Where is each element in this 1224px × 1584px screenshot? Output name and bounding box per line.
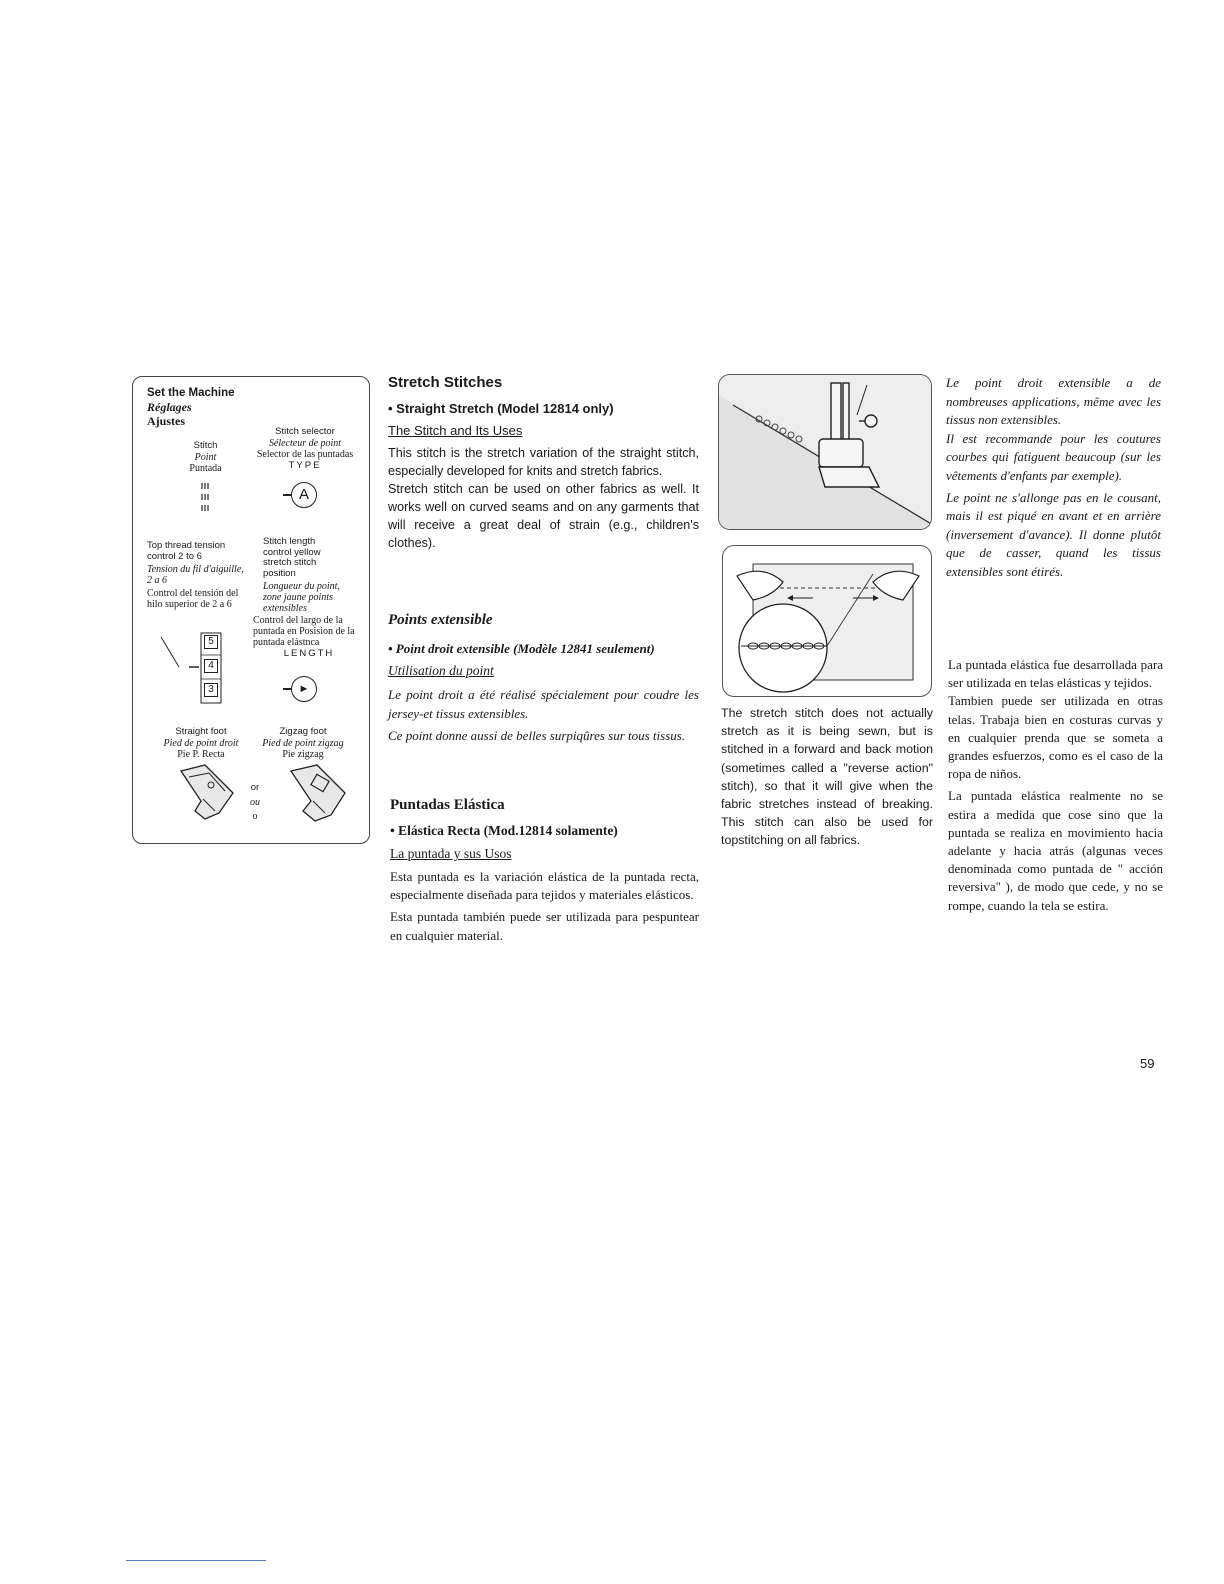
straight-stretch-stitch-icon [199,481,211,515]
selector-label-fr: Sélecteur de point [268,437,342,449]
selector-label-group [241,427,369,471]
french-para-3: Le point droit extensible a de nombreuses applications, même avec les tissus non extensibles. [946,375,1161,428]
spanish-para-2: Esta puntada también puede ser utilizada para pespuntear en cualquier material. [390,909,699,943]
tension-label-es: Control del tensión del hilo superior de 2 a 6 [147,588,239,610]
settings-title-en: Set the Machine [147,387,235,399]
french-para-4: Il est recommande pour les coutures courbes qui fatiguent beaucoup (sur les vêtements d'enfants par exemple). [946,430,1161,483]
length-label-fr: Longueur du point, zone jaune points extensibles [263,581,340,614]
zigzag-foot-fr: Pied de point zigzag [262,737,344,749]
tension-label-fr: Tension du fil d'aiguille, 2 a 6 [147,564,244,586]
fabric-stretch-figure [722,545,932,697]
stitch-label-en: Stitch [193,440,218,451]
french-para-1: Le point droit a été réalisé spécialement pour coudre les jersey-et tissus extensibles. [388,687,699,721]
hands-stretching-fabric-illustration [723,546,932,697]
stitch-label-es: Puntada [189,462,222,474]
type-label: TYPE [288,459,322,471]
spanish-column [390,797,699,945]
spanish-uses-title: La puntada y sus Usos [390,846,512,861]
spanish-continued-column [948,656,1163,915]
french-subheading: • Point droit extensible (Modèle 12841 seulement) [388,641,655,656]
spanish-para-5: La puntada elástica realmente no se estira a medida que cose sino que la puntada se realiza en movimiento hacia adelante y hacia atrás (algunas veces denominada como puntada de " acción reversiva" ), de modo que cede, y no se rompe, cuando la tela se estira. [948,788,1163,913]
type-dial-value: A [291,482,317,508]
english-para-1: This stitch is the stretch variation of the straight stitch, especially developed for knits and stretch fabrics. [388,446,699,478]
zigzag-foot-label-group [253,727,353,760]
length-label-en: Stitch length control yellow stretch stitch position [263,536,321,579]
french-heading: Points extensible [388,612,493,628]
french-continued-column [946,374,1161,582]
or-en: or [250,782,260,793]
spanish-para-1: Esta puntada es la variación elástica de la puntada recta, especialmente diseñada para tejidos y materiales elásticos. [390,869,699,903]
straight-foot-icon [175,763,237,823]
zigzag-foot-icon [285,763,349,825]
french-column [388,612,699,745]
settings-title-fr: Réglages [147,400,192,414]
spanish-subheading: • Elástica Recta (Mod.12814 solamente) [390,823,618,838]
length-label-es: Control del largo de la puntada en Posision de la puntada elástnca [253,615,355,648]
straight-foot-fr: Pied de point droit [163,737,239,749]
straight-foot-en: Straight foot [175,726,227,737]
zigzag-foot-en: Zigzag foot [279,726,327,737]
tension-dial-number-4: 4 [204,659,218,673]
footnote-rule [126,1560,266,1561]
selector-label-en: Stitch selector [275,426,335,437]
tension-label-group [147,541,247,610]
straight-foot-label-group [151,727,251,760]
length-dial-icon: ► [283,675,319,703]
french-uses-title: Utilisation du point [388,663,494,678]
length-label: LENGTH [283,648,335,659]
settings-title-es: Ajustes [147,414,185,428]
english-uses-title: The Stitch and Its Uses [388,423,523,438]
tension-label-en: Top thread tension control 2 to 6 [147,540,226,562]
or-fr: ou [250,796,260,808]
english-heading: Stretch Stitches [388,374,503,391]
english-column [388,374,699,552]
spanish-para-4: Tambien puede ser utilizada en otras telas. Trabaja bien en costuras curvas y en cualquier prenda que se someta a grandes esfuerzos, como es el caso de la ropa de niños. [948,693,1163,782]
zigzag-foot-es: Pie zigzag [282,748,324,760]
or-label-group [245,783,265,822]
tension-dial-number-5: 5 [204,635,218,649]
spanish-heading: Puntadas Elástica [390,797,505,813]
stitch-label-fr: Point [194,451,217,463]
french-para-2: Ce point donne aussi de belles surpiqûres sur tous tissus. [388,728,686,743]
type-dial-icon [283,481,319,509]
english-para-2: Stretch stitch can be used on other fabrics as well. It works well on curved seams and on any garments that will receive a great deal of strain (e.g., children's clothes). [388,482,699,550]
french-para-5: Le point ne s'allonge pas en le cousant, mais il est piqué en avant et en arrière (inversement d'avance). Il donne plutôt que de casser, quand les tissus extensibles sont étirés. [946,489,1161,579]
page-number: 59 [1140,1056,1155,1071]
presser-foot-sewing-illustration [719,375,932,530]
figure-caption: The stretch stitch does not actually stretch as it is being sewn, but is stitched in a forward and back motion (sometimes called a "reverse action" stitch), so that it will give when the fabric stretches instead of breaking. This stitch can also be used for topstitching on all fabrics. [721,706,933,848]
selector-label-es: Selector de las puntadas [256,448,354,460]
length-label-group [253,537,365,660]
tension-dial-number-3: 3 [204,683,218,697]
sewing-machine-figure [718,374,932,530]
stitch-label-group [163,441,248,474]
english-subheading: • Straight Stretch (Model 12814 only) [388,401,614,416]
machine-settings-panel [132,376,370,844]
or-es: o [252,810,258,822]
straight-foot-es: Pie P. Recta [177,748,225,760]
spanish-para-3: La puntada elástica fue desarrollada para ser utilizada en telas elásticas y tejidos. [948,657,1163,691]
tension-dial-icon [153,627,233,707]
